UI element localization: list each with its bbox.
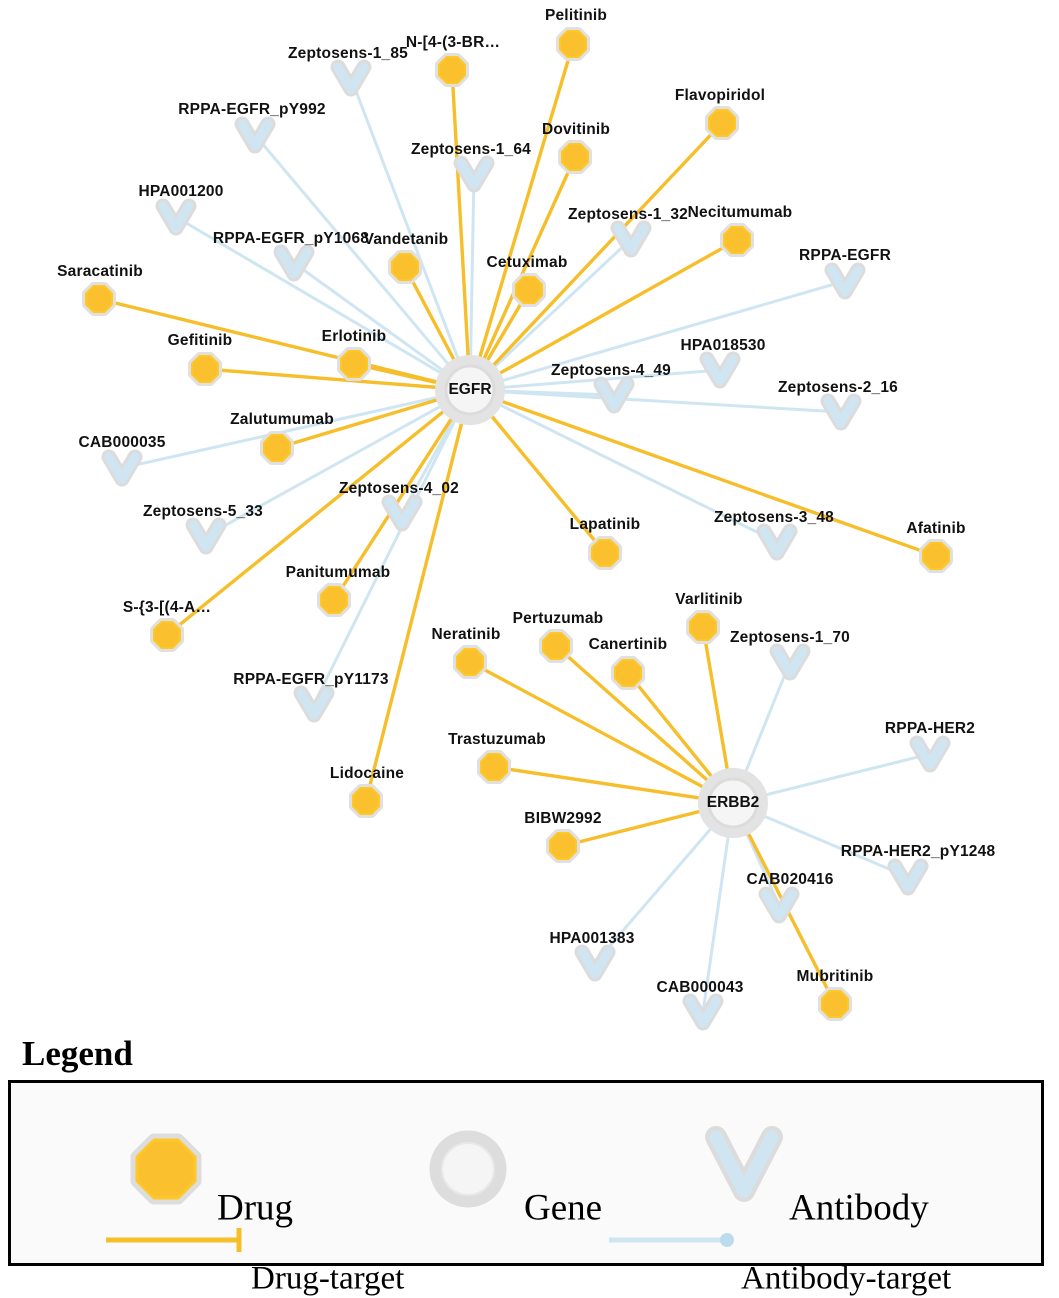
- drug-label: Pelitinib: [544, 7, 608, 24]
- drug-label: Lidocaine: [329, 765, 405, 782]
- antibody-label: CAB000035: [78, 434, 166, 451]
- drug-node-shape: [516, 277, 542, 303]
- edge-antibody-target: [351, 78, 459, 362]
- drug-node[interactable]: [264, 435, 290, 461]
- drug-label: Gefitinib: [167, 332, 233, 349]
- drug-node[interactable]: [562, 144, 588, 170]
- drug-node-shape: [923, 543, 949, 569]
- drug-node-shape: [321, 587, 347, 613]
- drug-node[interactable]: [923, 543, 949, 569]
- antibody-label: Zeptosens-1_32: [568, 206, 688, 223]
- antibody-label: RPPA-EGFR_pY1068: [212, 230, 370, 247]
- antibody-node[interactable]: [764, 531, 790, 553]
- antibody-label: Zeptosens-1_85: [288, 45, 408, 62]
- antibody-label: RPPA-EGFR_pY1173: [233, 671, 389, 688]
- drug-node-shape: [562, 144, 588, 170]
- antibody-node[interactable]: [242, 124, 268, 146]
- edge-antibody-target: [744, 662, 790, 775]
- antibody-label: RPPA-HER2: [884, 720, 976, 737]
- drug-label: Trastuzumab: [448, 731, 546, 748]
- drug-node-shape: [592, 540, 618, 566]
- drug-node[interactable]: [392, 254, 418, 280]
- drug-node-shape: [341, 351, 367, 377]
- antibody-label: RPPA-EGFR: [799, 247, 891, 264]
- drug-node-shape: [709, 110, 735, 136]
- legend-label-drug-target: Drug-target: [251, 1260, 405, 1297]
- drug-node[interactable]: [481, 754, 507, 780]
- antibody-label: RPPA-EGFR_pY992: [178, 101, 326, 118]
- drug-node-shape: [822, 991, 848, 1017]
- edge-drug-target: [498, 400, 936, 556]
- antibody-node[interactable]: [389, 502, 415, 524]
- edge-drug-target: [628, 673, 714, 780]
- drug-node-shape: [690, 614, 716, 640]
- drug-node[interactable]: [592, 540, 618, 566]
- drug-node[interactable]: [192, 356, 218, 382]
- edge-drug-target: [491, 123, 722, 368]
- legend-antibody-icon: [716, 1137, 772, 1191]
- drug-node-shape: [724, 227, 750, 253]
- legend: [8, 1034, 1048, 1297]
- drug-node[interactable]: [709, 110, 735, 136]
- legend-drug-icon: [137, 1140, 195, 1198]
- drug-node[interactable]: [724, 227, 750, 253]
- legend-antibody-target-edge: [609, 1233, 734, 1247]
- drug-node[interactable]: [86, 286, 112, 312]
- legend-label-gene: Gene: [524, 1187, 603, 1229]
- drug-node-shape: [550, 833, 576, 859]
- drug-label: N-[4-(3-BR…: [405, 34, 501, 51]
- drug-node[interactable]: [822, 991, 848, 1017]
- antibody-label: Zeptosens-1_70: [730, 629, 850, 646]
- edge-antibody-target: [471, 174, 474, 360]
- drug-node-shape: [154, 622, 180, 648]
- legend-glyphs: [11, 1083, 1041, 1263]
- drug-label: BIBW2992: [524, 810, 602, 827]
- gene-label: ERBB2: [706, 794, 760, 811]
- drug-node-shape: [481, 754, 507, 780]
- drug-node[interactable]: [439, 57, 465, 83]
- antibody-node[interactable]: [301, 693, 327, 715]
- drug-node-shape: [543, 633, 569, 659]
- drug-node[interactable]: [321, 587, 347, 613]
- drug-node[interactable]: [341, 351, 367, 377]
- antibody-label: HPA018530: [680, 337, 766, 354]
- antibody-label: Zeptosens-4_02: [339, 480, 459, 497]
- antibody-label: RPPA-HER2_pY1248: [840, 843, 996, 860]
- antibody-node[interactable]: [707, 359, 733, 381]
- drug-label: S-{3-[(4-A…: [122, 599, 212, 616]
- antibody-node[interactable]: [281, 252, 307, 274]
- drug-node[interactable]: [154, 622, 180, 648]
- legend-label-antibody-target: Antibody-target: [741, 1260, 952, 1297]
- drug-node-shape: [264, 435, 290, 461]
- antibody-node[interactable]: [917, 743, 943, 765]
- drug-node-shape: [86, 286, 112, 312]
- antibody-label: Zeptosens-3_48: [714, 509, 834, 526]
- drug-node[interactable]: [516, 277, 542, 303]
- drug-label: Vandetanib: [363, 231, 449, 248]
- drug-label: Mubritinib: [796, 968, 874, 985]
- antibody-node[interactable]: [163, 206, 189, 228]
- legend-gene-icon: [436, 1137, 500, 1201]
- drug-label: Neratinib: [431, 626, 501, 643]
- drug-node-shape: [192, 356, 218, 382]
- gene-label: EGFR: [448, 381, 492, 398]
- drug-label: Saracatinib: [57, 263, 143, 280]
- legend-label-drug: Drug: [217, 1187, 294, 1229]
- drug-node-shape: [560, 31, 586, 57]
- antibody-label: Zeptosens-1_64: [411, 141, 531, 158]
- drug-node[interactable]: [690, 614, 716, 640]
- drug-node[interactable]: [560, 31, 586, 57]
- antibody-node[interactable]: [618, 228, 644, 250]
- drug-label: Cetuximab: [486, 254, 568, 271]
- antibody-node[interactable]: [601, 384, 627, 406]
- antibody-node[interactable]: [582, 952, 608, 974]
- legend-drug-target-edge: [106, 1228, 239, 1252]
- antibody-node[interactable]: [193, 525, 219, 547]
- edge-drug-target: [205, 369, 440, 388]
- antibody-node[interactable]: [777, 651, 803, 673]
- drug-label: Necitumumab: [687, 204, 793, 221]
- drug-node-shape: [457, 649, 483, 675]
- legend-title: Legend: [22, 1034, 133, 1073]
- drug-label: Panitumumab: [285, 564, 391, 581]
- drug-label: Canertinib: [588, 636, 668, 653]
- legend-label-antibody: Antibody: [789, 1187, 929, 1229]
- drug-label: Varlitinib: [675, 591, 743, 608]
- drug-node-shape: [439, 57, 465, 83]
- drug-node[interactable]: [615, 660, 641, 686]
- drug-label: Flavopiridol: [674, 87, 766, 104]
- drug-label: Lapatinib: [569, 516, 641, 533]
- drug-node[interactable]: [550, 833, 576, 859]
- drug-label: Dovitinib: [541, 121, 611, 138]
- antibody-label: CAB000043: [656, 979, 744, 996]
- antibody-label: CAB020416: [746, 871, 834, 888]
- drug-label: Erlotinib: [321, 328, 387, 345]
- antibody-node[interactable]: [461, 163, 487, 185]
- edge-drug-target: [703, 627, 728, 773]
- antibody-node[interactable]: [109, 457, 135, 479]
- drug-node-shape: [353, 788, 379, 814]
- drug-node-shape: [392, 254, 418, 280]
- edge-drug-target: [479, 44, 573, 361]
- antibody-label: HPA001200: [138, 183, 224, 200]
- antibody-label: HPA001383: [549, 930, 635, 947]
- antibody-label: Zeptosens-5_33: [143, 503, 263, 520]
- antibody-label: Zeptosens-4_49: [551, 362, 671, 379]
- drug-label: Afatinib: [906, 520, 966, 537]
- drug-node[interactable]: [543, 633, 569, 659]
- edge-drug-target: [452, 70, 468, 360]
- antibody-node[interactable]: [832, 270, 858, 292]
- legend-panel: [8, 1080, 1044, 1297]
- edge-antibody-target: [762, 754, 930, 796]
- drug-label: Pertuzumab: [512, 610, 604, 627]
- drug-node[interactable]: [353, 788, 379, 814]
- drug-node[interactable]: [457, 649, 483, 675]
- antibody-node[interactable]: [828, 401, 854, 423]
- antibody-node[interactable]: [338, 67, 364, 89]
- drug-node-shape: [615, 660, 641, 686]
- antibody-node[interactable]: [895, 866, 921, 888]
- drug-label: Zalutumumab: [230, 411, 334, 428]
- antibody-label: Zeptosens-2_16: [778, 379, 898, 396]
